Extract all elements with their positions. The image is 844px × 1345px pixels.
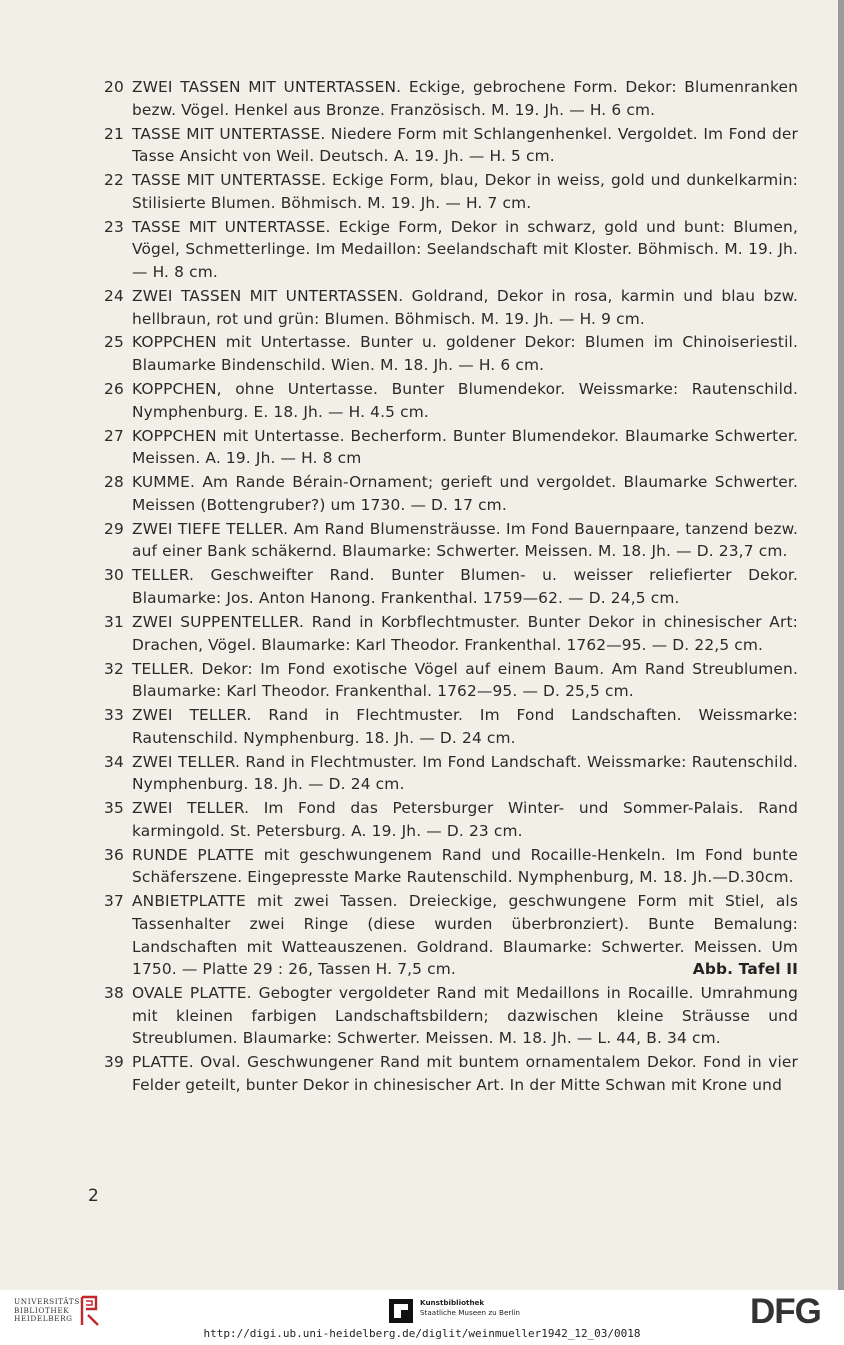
entry-number: 23 xyxy=(104,217,124,236)
entry-text: TASSE MIT UNTERTASSE. Eckige Form, Dekor in schwarz, gold und bunt: Blumen, Vögel, Schmetterlinge. Im Medaillon: Seelandschaft mit Kloster. Böhmisch. M. 19. Jh. — H. 8 cm. xyxy=(132,217,798,281)
entry-number: 39 xyxy=(104,1053,124,1072)
catalog-entry xyxy=(100,76,798,121)
entry-number: 20 xyxy=(104,78,124,96)
entry-text: TELLER. Dekor: Im Fond exotische Vögel auf einem Baum. Am Rand Streublumen. Blaumarke: Karl Theodor. Frankenthal. 1762—95. — D. 25,5 cm. xyxy=(132,659,798,701)
kunstbibliothek-label xyxy=(420,1298,520,1317)
catalog-entry xyxy=(100,658,798,703)
entry-text: ZWEI SUPPENTELLER. Rand in Korbflechtmuster. Bunter Dekor in chinesischer Art: Drachen, Vögel. Blaumarke: Karl Theodor. Frankenthal. 1762—95. — D. 22,5 cm. xyxy=(132,612,798,654)
catalog-entry xyxy=(100,216,798,284)
catalog-entry xyxy=(100,378,798,423)
entry-number: 21 xyxy=(104,124,124,143)
entry-text: PLATTE. Oval. Geschwungener Rand mit buntem ornamentalem Dekor. Fond in vier Felder geteilt, bunter Dekor in chinesischer Art. In der Mitte Schwan mit Krone und xyxy=(132,1053,798,1094)
catalog-entry xyxy=(100,564,798,609)
entry-number: 22 xyxy=(104,171,124,190)
entry-number: 29 xyxy=(104,519,124,538)
entry-illustration-ref: Abb. Tafel II xyxy=(692,960,798,979)
entry-text: KOPPCHEN mit Untertasse. Bunter u. goldener Dekor: Blumen im Chinoiseriestil. Blaumarke Bindenschild. Wien. M. 18. Jh. — H. 6 cm. xyxy=(132,333,798,375)
entry-text: KOPPCHEN, ohne Untertasse. Bunter Blumendekor. Weissmarke: Rautenschild. Nymphenburg. E. 18. Jh. — H. 4.5 cm. xyxy=(132,380,798,421)
entry-number: 24 xyxy=(104,286,124,305)
uni-line-2: BIBLIOTHEK xyxy=(14,1305,70,1315)
catalog-entry xyxy=(100,285,798,330)
page-number: 2 xyxy=(88,1186,99,1206)
entry-number: 36 xyxy=(104,845,124,864)
catalog-entry xyxy=(100,331,798,376)
catalog-entry xyxy=(100,471,798,516)
entry-text: ZWEI TELLER. Rand in Flechtmuster. Im Fond Landschaften. Weissmarke: Rautenschild. Nymphenburg. 18. Jh. — D. 24 cm. xyxy=(132,706,798,747)
entry-number: 27 xyxy=(104,426,124,445)
entry-text: ANBIETPLATTE mit zwei Tassen. Dreieckige, geschwungene Form mit Stiel, als Tassenhalter zwei Ringe (diese wurden überbronziert). Bunte Bemalung: Landschaften mit Watteauszenen. Goldrand. Blaumarke: Schwerter. Meissen. Um 1750. — Platte 29 : 26, Tassen H. 7,5 cm. xyxy=(132,892,798,979)
entry-text: TASSE MIT UNTERTASSE. Eckige Form, blau, Dekor in weiss, gold und dunkelkarmin: Stilisierte Blumen. Böhmisch. M. 19. Jh. — H. 7 cm. xyxy=(132,171,798,212)
entry-text: OVALE PLATTE. Gebogter vergoldeter Rand mit Medaillons in Rocaille. Umrahmung mit kleinen farbigen Landschaftsbildern; dazwischen kleine Sträusse und Streublumen. Blaumarke: Schwerter. Meissen. M. 18. Jh. — L. 44, B. 34 cm. xyxy=(132,984,798,1048)
entry-text: ZWEI TIEFE TELLER. Am Rand Blumensträusse. Im Fond Bauernpaare, tanzend bezw. auf einer Bank schäkernd. Blaumarke: Schwerter. Meissen. M. 18. Jh. — D. 23,7 cm. xyxy=(132,519,798,561)
viewer-footer xyxy=(0,1290,844,1345)
entry-text: TASSE MIT UNTERTASSE. Niedere Form mit Schlangenhenkel. Vergoldet. Im Fond der Tasse Ansicht von Weil. Deutsch. A. 19. Jh. — H. 5 cm. xyxy=(132,124,798,166)
entry-text: ZWEI TELLER. Im Fond das Petersburger Winter- und Sommer-Palais. Rand karmingold. St. Petersburg. A. 19. Jh. — D. 23 cm. xyxy=(132,799,798,840)
kb-line-2: Staatliche Museen zu Berlin xyxy=(420,1307,520,1317)
catalog-entry xyxy=(100,1051,798,1096)
entry-number: 38 xyxy=(104,984,124,1003)
entry-number: 35 xyxy=(104,799,124,818)
catalog-entry xyxy=(100,123,798,168)
uni-line-3: HEIDELBERG xyxy=(14,1314,73,1324)
entry-number: 37 xyxy=(104,892,124,911)
permalink-url[interactable]: http://digi.ub.uni-heidelberg.de/diglit/weinmueller1942_12_03/0018 xyxy=(203,1327,641,1340)
entry-text: TELLER. Geschweifter Rand. Bunter Blumen- u. weisser reliefierter Dekor. Blaumarke: Jos. Anton Hanong. Frankenthal. 1759—62. — D. 24,5 cm. xyxy=(132,566,798,607)
entry-number: 33 xyxy=(104,706,124,725)
entry-number: 32 xyxy=(104,659,124,678)
entry-number: 28 xyxy=(104,473,124,492)
uni-line-1: UNIVERSITÄTS- xyxy=(14,1297,84,1306)
university-library-label xyxy=(14,1298,83,1324)
entry-number: 31 xyxy=(104,612,124,631)
entry-number: 25 xyxy=(104,333,124,352)
catalog-entry xyxy=(100,844,798,889)
catalog-entry xyxy=(100,169,798,214)
kunstbibliothek-logo-icon xyxy=(388,1298,414,1324)
entry-text: RUNDE PLATTE mit geschwungenem Rand und Rocaille-Henkeln. Im Fond bunte Schäferszene. Eingepresste Marke Rautenschild. Nymphenburg, M. 18. Jh.—D.30cm. xyxy=(132,845,798,887)
catalog-entry xyxy=(100,611,798,656)
entry-text: KOPPCHEN mit Untertasse. Becherform. Bunter Blumendekor. Blaumarke Schwerter. Meissen. A. 19. Jh. — H. 8 cm xyxy=(132,426,798,468)
kb-line-1: Kunstbibliothek xyxy=(420,1298,485,1307)
entry-number: 34 xyxy=(104,752,124,771)
entry-number: 26 xyxy=(104,380,124,399)
dfg-logo: DFG xyxy=(750,1292,821,1331)
entry-text: ZWEI TASSEN MIT UNTERTASSEN. Eckige, gebrochene Form. Dekor: Blumenranken bezw. Vögel. Henkel aus Bronze. Französisch. M. 19. Jh. — H. 6 cm. xyxy=(132,78,798,119)
catalog-entry xyxy=(100,704,798,749)
catalog-entry xyxy=(100,797,798,842)
catalog-entry xyxy=(100,425,798,470)
catalog-entries xyxy=(100,76,798,1098)
entry-text: ZWEI TELLER. Rand in Flechtmuster. Im Fond Landschaft. Weissmarke: Rautenschild. Nymphenburg. 18. Jh. — D. 24 cm. xyxy=(132,752,798,794)
entry-text: ZWEI TASSEN MIT UNTERTASSEN. Goldrand, Dekor in rosa, karmin und blau bzw. hellbraun, rot und grün: Blumen. Böhmisch. M. 19. Jh. — H. 9 cm. xyxy=(132,286,798,328)
catalog-entry xyxy=(100,751,798,796)
university-logo-icon xyxy=(78,1295,102,1327)
catalog-entry xyxy=(100,890,798,980)
catalog-entry xyxy=(100,982,798,1050)
catalog-entry xyxy=(100,518,798,563)
entry-number: 30 xyxy=(104,566,124,585)
entry-text: KUMME. Am Rande Bérain-Ornament; gerieft und vergoldet. Blaumarke Schwerter. Meissen (Bottengruber?) um 1730. — D. 17 cm. xyxy=(132,473,798,514)
